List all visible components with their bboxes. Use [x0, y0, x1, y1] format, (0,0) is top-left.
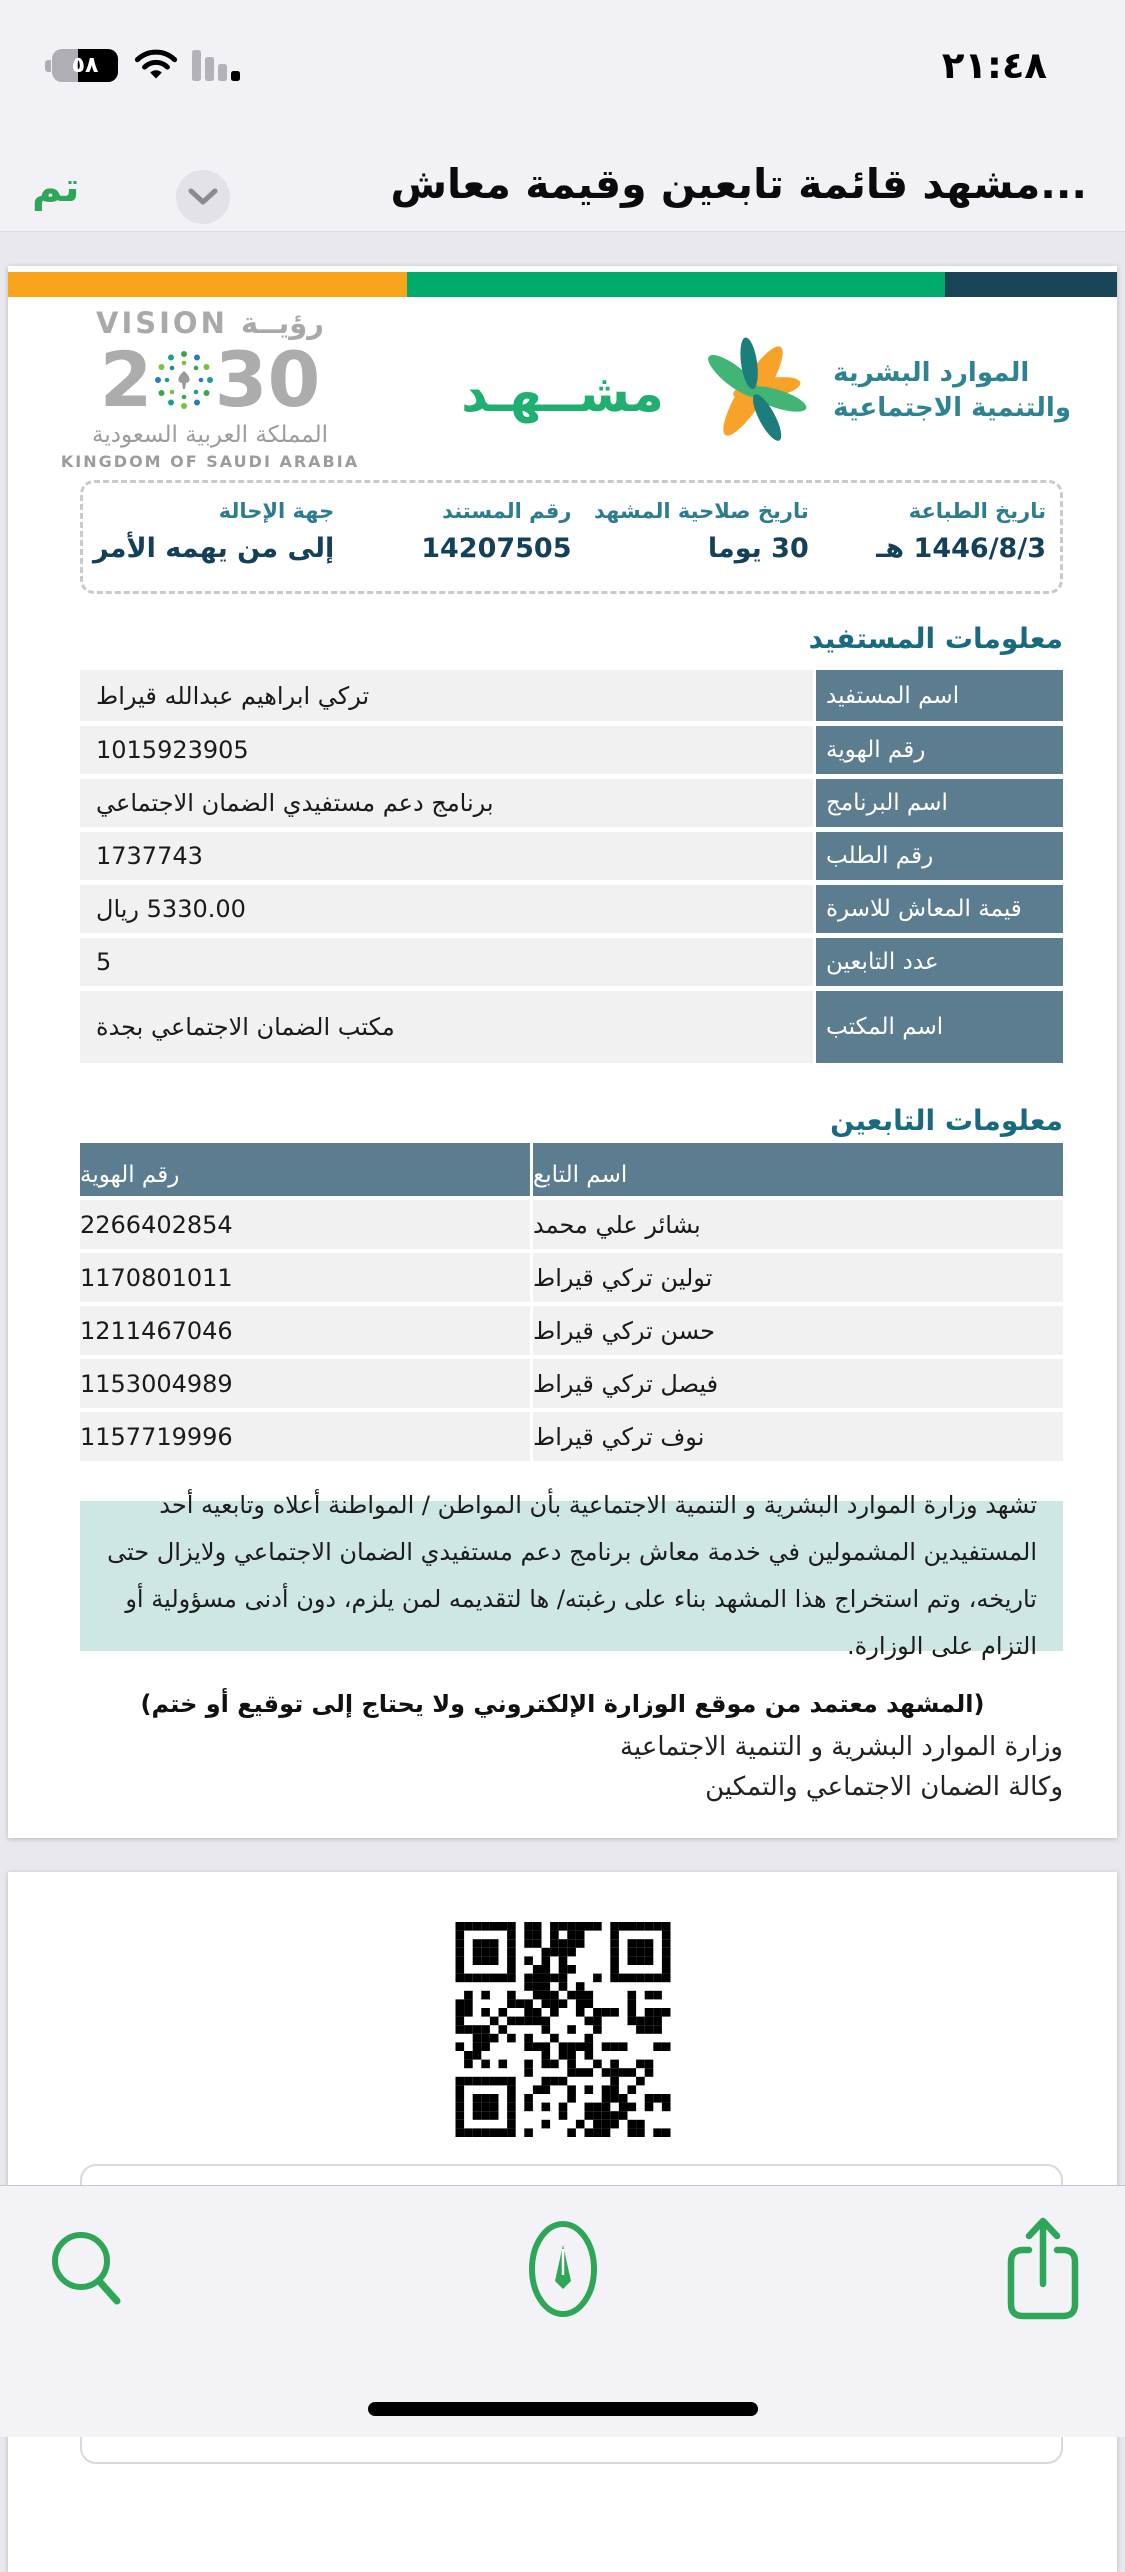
top-bar: [0, 0, 1125, 232]
meta-document-number: رقم المستند 14207505: [421, 499, 572, 564]
meta-referral: جهة الإحالة إلى من يهمه الأمر: [93, 499, 335, 564]
search-icon: [41, 2223, 133, 2315]
table-row: بشائر علي محمد 2266402854: [80, 1200, 1063, 1249]
status-time: ٢١:٤٨: [941, 44, 1047, 87]
markup-icon: [517, 2219, 609, 2319]
brand-color-bar: [8, 272, 1117, 297]
document-meta-box: [80, 480, 1063, 594]
battery-icon: [52, 49, 118, 82]
table-row: حسن تركي قيراط 1211467046: [80, 1306, 1063, 1355]
masshad-title: مشــهـد: [461, 364, 664, 424]
qr-code: [455, 1922, 670, 2141]
document-header: [8, 306, 1117, 486]
table-header-row: اسم التابع رقم الهوية: [80, 1143, 1063, 1196]
table-row: نوف تركي قيراط 1157719996: [80, 1412, 1063, 1461]
cellular-signal-icon: [192, 50, 240, 81]
document-page-1: [8, 266, 1117, 1838]
chevron-down-icon: [188, 188, 218, 206]
meta-print-date: تاريخ الطباعة 1446/8/3 هـ: [876, 499, 1046, 564]
done-button[interactable]: تم: [26, 162, 86, 212]
dependents-table: [80, 1143, 1063, 1461]
vision-emblem-icon: [153, 349, 215, 411]
footer-ministry: وزارة الموارد البشرية و التنمية الاجتماعية: [620, 1732, 1063, 1762]
dependents-section-title: معلومات التابعين: [830, 1104, 1063, 1137]
meta-validity: تاريخ صلاحية المشهد 30 يوما: [594, 499, 809, 564]
attestation-box: تشهد وزارة الموارد البشرية و التنمية الاجتماعية بأن المواطن / المواطنة أعلاه وتابعيه أحد المستفيدين المشمولين في خدمة معاش برنامج دعم مستفيدي الضمان الاجتماعي ولايزال حتى تاريخه، وتم استخراج هذا المشهد بناء على رغبته/ ها لتقديمه لمن يلزم، دون أدنى مسؤولية أو التزام على الوزارة.: [80, 1501, 1063, 1651]
table-row: اسم المستفيد تركي ابراهيم عبدالله قيراط: [80, 670, 1063, 721]
approval-note: (المشهد معتمد من موقع الوزارة الإلكتروني ولا يحتاج إلى توقيع أو ختم): [140, 1690, 985, 1718]
search-button[interactable]: [32, 2214, 142, 2324]
share-icon: [997, 2214, 1089, 2324]
battery-cap: [45, 60, 51, 72]
table-row: فيصل تركي قيراط 1153004989: [80, 1359, 1063, 1408]
wifi-icon: [132, 48, 180, 86]
table-row: عدد التابعين 5: [80, 938, 1063, 986]
table-row: تولين تركي قيراط 1170801011: [80, 1253, 1063, 1302]
table-row: قيمة المعاش للاسرة 5330.00 ريال: [80, 885, 1063, 933]
beneficiary-table: [80, 670, 1063, 1063]
battery-percent: ٥٨: [71, 53, 99, 78]
footer-agency: وكالة الضمان الاجتماعي والتمكين: [705, 1772, 1063, 1802]
table-row: رقم الطلب 1737743: [80, 832, 1063, 880]
ministry-logo-text: الموارد البشرية والتنمية الاجتماعية: [833, 357, 1071, 423]
markup-button[interactable]: [508, 2214, 618, 2324]
collapse-button[interactable]: [176, 170, 230, 224]
share-button[interactable]: [988, 2214, 1098, 2324]
table-row: اسم المكتب مكتب الضمان الاجتماعي بجدة: [80, 991, 1063, 1063]
document-title: مشهد قائمة تابعين وقيمة معاش...: [390, 160, 1087, 208]
vision-2030-logo: VISION رؤيــة 2 30 المملكة العربية السعودية KINGDOM OF SAUDI ARABIA: [60, 306, 360, 471]
home-indicator[interactable]: [368, 2402, 758, 2416]
beneficiary-section-title: معلومات المستفيد: [808, 622, 1063, 655]
table-row: اسم البرنامج برنامج دعم مستفيدي الضمان الاجتماعي: [80, 779, 1063, 827]
table-row: رقم الهوية 1015923905: [80, 726, 1063, 774]
bottom-toolbar: [0, 2185, 1125, 2437]
